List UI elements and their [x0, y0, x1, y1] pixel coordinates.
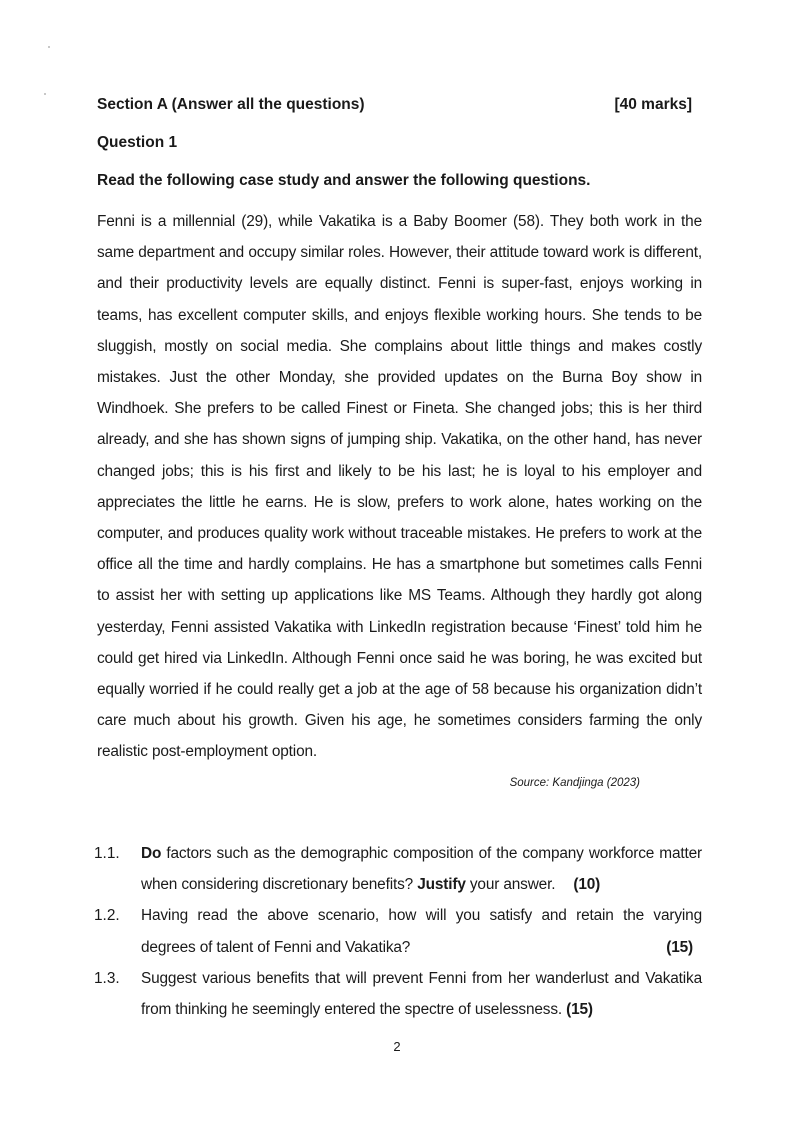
sub-question-text-part: factors such as the demographic composition of the company workforce matter when considering discretionary benefits? — [141, 845, 702, 894]
sub-question-number: 1.2. — [94, 907, 120, 925]
sub-questions-list — [94, 838, 702, 1025]
question-title: Question 1 — [97, 134, 178, 151]
sub-question-text — [141, 838, 702, 900]
question-instruction: Read the following case study and answer the following questions. — [97, 172, 591, 189]
section-header — [97, 92, 702, 118]
sub-question-marks: (10) — [573, 876, 601, 894]
sub-question-marks: (15) — [566, 1001, 593, 1019]
section-title: Section A (Answer all the questions) — [97, 96, 365, 113]
section-marks: [40 marks] — [614, 96, 692, 113]
sub-question-text — [141, 900, 702, 962]
sub-question-text-part: Suggest various benefits that will prevent Fenni from her wanderlust and Vakatika from thinking he seemingly entered the spectre of uselessness. — [141, 969, 702, 1019]
page-number: 2 — [393, 1039, 401, 1054]
sub-question-line — [141, 932, 702, 963]
sub-question-text — [141, 963, 702, 1025]
emphasis-justify: Justify — [417, 876, 466, 894]
sub-question-1-2 — [94, 900, 702, 962]
case-study-source: Source: Kandjinga (2023) — [509, 776, 640, 789]
scan-speck — [44, 93, 46, 95]
sub-question-number: 1.1. — [94, 845, 120, 862]
sub-question-line: Having read the above scenario, how will you satisfy and retain the varying — [141, 907, 702, 925]
sub-question-1-1 — [94, 838, 702, 900]
sub-question-1-3 — [94, 963, 702, 1025]
emphasis-do: Do — [141, 845, 162, 862]
case-study-text: Fenni is a millennial (29), while Vakatika is a Baby Boomer (58). They both work in the same department and occupy similar roles. However, their attitude toward work is different, and their productivity levels are equally distinct. Fenni is super-fast, enjoys working in teams, has excellent computer skills, and enjoys flexible working hours. She tends to be sluggish, mostly on social media. She complains about little things and makes costly mistakes. Just the other Monday, she provided updates on the Burna Boy show in Windhoek. She prefers to be called Finest or Fineta. She changed jobs; this is her third already, and she has shown signs of jumping ship. Vakatika, on the other hand, has never changed jobs; this is his first and likely to be his last; he is loyal to his employer and appreciates the little he earns. He is slow, prefers to work alone, hates working on the computer, and produces quality work without traceable mistakes. He prefers to work at the office all the time and hardly complains. He has a smartphone but sometimes calls Fenni to assist her with setting up applications like MS Teams. Although they hardly got along yesterday, Fenni assisted Vakatika with LinkedIn registration because ‘Finest’ told him he could get hired via LinkedIn. Although Fenni once said he was boring, he was excited but equally worried if he could really get a job at the age of 58 because his organization didn’t care much about his growth. Given his age, he sometimes considers farming the only realistic post-employment option. — [97, 213, 702, 761]
page-content — [97, 92, 702, 792]
sub-question-marks: (15) — [666, 938, 693, 956]
sub-question-text-part: your answer. — [465, 876, 556, 894]
sub-question-number: 1.3. — [94, 969, 120, 987]
scan-speck — [48, 46, 50, 48]
sub-question-line-text: degrees of talent of Fenni and Vakatika? — [141, 938, 411, 956]
